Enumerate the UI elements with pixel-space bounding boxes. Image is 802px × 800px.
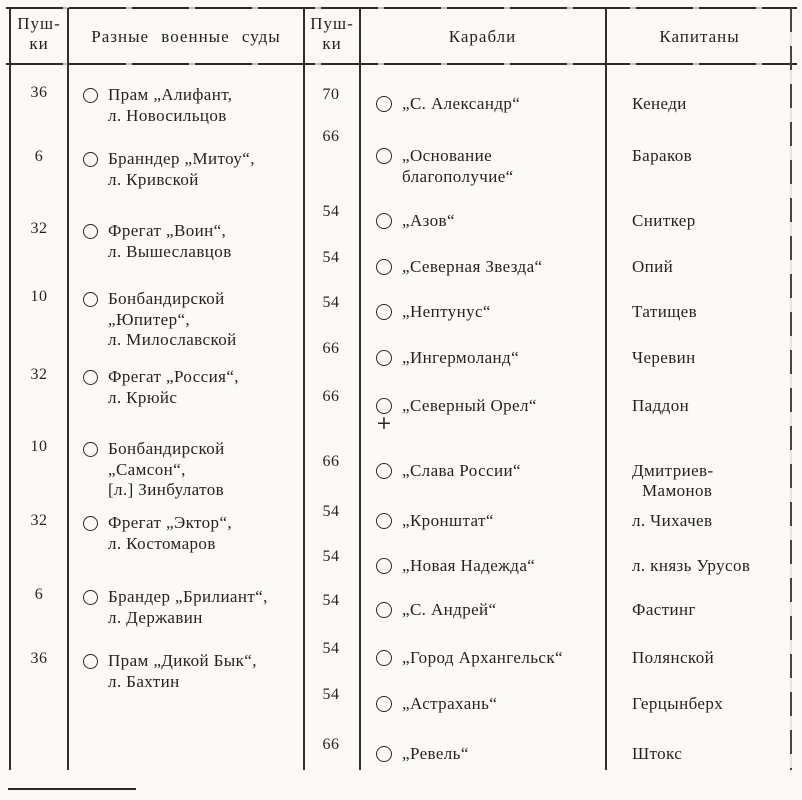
guns-value: 54 [322, 592, 340, 609]
vessel-line: л. Кривской [108, 169, 199, 189]
captain-name [606, 592, 696, 620]
ship-name [402, 128, 606, 187]
captain-name [606, 388, 689, 416]
captain-name [606, 503, 712, 531]
column-header-captains: Капитаны [659, 27, 740, 46]
circle-marker-icon [376, 453, 392, 479]
vessel-line: Фрегат „Россия“, [108, 367, 239, 386]
ship-name [402, 736, 606, 765]
ship-line: „С. Андрей“ [402, 600, 497, 619]
guns-value: 36 [30, 650, 48, 667]
table-row [304, 249, 793, 278]
circle-marker-icon [376, 503, 392, 529]
guns-value: 54 [322, 503, 340, 520]
guns-value: 66 [322, 453, 340, 470]
circle-marker-icon [376, 294, 392, 320]
circle-marker-icon [376, 128, 392, 164]
guns-value: 66 [322, 128, 340, 145]
ship-line: „Слава России“ [402, 461, 521, 480]
vessel-name [108, 366, 239, 408]
lost-cross-marker: + [376, 412, 392, 434]
guns-value: 54 [322, 294, 340, 311]
ship-name [402, 86, 606, 115]
circle-marker-icon [376, 203, 392, 229]
guns-value: 54 [322, 249, 340, 266]
vessel-name [108, 438, 225, 501]
ship-line: „Северная Звезда“ [402, 257, 543, 276]
ship-name [402, 503, 606, 532]
captain-line: Сниткер [632, 211, 696, 230]
guns-value: 66 [322, 736, 340, 753]
circle-marker-icon [83, 442, 98, 457]
vessel-line: л. Бахтин [108, 671, 180, 691]
table-row [10, 586, 303, 628]
header-line: Пуш- [17, 14, 61, 33]
guns-value: 54 [322, 203, 340, 220]
table-row [304, 503, 793, 532]
table-row [304, 640, 793, 669]
guns-value: 54 [322, 686, 340, 703]
header-line: Пуш- [310, 14, 354, 33]
table-row [304, 128, 793, 187]
vessel-line: Бранндер „Митоу“, [108, 149, 255, 168]
vessel-line: л. Милославской [108, 330, 237, 349]
circle-marker-icon [376, 249, 392, 275]
table-row [304, 86, 793, 115]
captain-line: Татищев [632, 302, 698, 321]
guns-value: 66 [322, 340, 340, 357]
captain-line: Мамонов [642, 480, 713, 500]
ship-name [402, 203, 606, 232]
vessel-line: Бонбандирской [108, 439, 225, 458]
vessel-line: [л.] Зинбулатов [108, 480, 225, 499]
guns-value: 32 [30, 512, 48, 529]
vessel-line: Брандер „Брилиант“, [108, 587, 268, 606]
circle-marker-icon [376, 736, 392, 762]
captain-name [606, 128, 692, 166]
captain-line: Паддон [632, 396, 690, 415]
ship-line: „Ревель“ [402, 744, 469, 763]
vessel-name [108, 586, 268, 628]
ship-line: „Нептунус“ [402, 302, 491, 321]
vessel-line: л. Костомаров [108, 533, 216, 553]
ship-name [402, 453, 606, 482]
captain-line: Опий [632, 257, 674, 276]
table-row [304, 294, 793, 323]
ship-line: „Азов“ [402, 211, 455, 230]
ship-line: „С. Александр“ [402, 94, 521, 113]
ship-name [402, 640, 606, 669]
captain-name [606, 294, 697, 322]
column-header-vessels: Разные военные суды [91, 27, 281, 46]
circle-marker-icon [376, 548, 392, 574]
table-row [304, 686, 793, 715]
table-row [10, 220, 303, 262]
table-row [10, 366, 303, 408]
ship-line: „Кронштат“ [402, 511, 494, 530]
ship-name [402, 249, 606, 278]
circle-marker-icon [376, 686, 392, 712]
circle-marker-icon [83, 370, 98, 385]
captain-line: л. Чихачев [632, 511, 713, 530]
column-header-ships: Карабли [448, 27, 517, 46]
ship-name [402, 340, 606, 369]
table-row [10, 84, 303, 126]
circle-marker-icon [376, 640, 392, 666]
captain-name [606, 340, 696, 368]
guns-value: 32 [30, 366, 48, 383]
captain-line: Штокс [632, 744, 683, 763]
table-row [10, 512, 303, 554]
vessel-name [108, 148, 255, 190]
ship-name [402, 592, 606, 621]
ship-line: благополучие“ [402, 166, 514, 186]
captain-line: Бараков [632, 146, 693, 165]
guns-value: 66 [322, 388, 340, 405]
table-row [10, 148, 303, 190]
vessel-name [108, 288, 237, 351]
captain-line: Дмитриев- [632, 461, 714, 480]
guns-value: 54 [322, 548, 340, 565]
guns-value: 36 [30, 84, 48, 101]
circle-marker-icon [83, 152, 98, 167]
ship-line: „Астрахань“ [402, 694, 498, 713]
vessel-name [108, 650, 257, 692]
column-header-guns-right [304, 14, 360, 54]
vessel-line: Прам „Алифант, [108, 85, 233, 104]
vessel-line: „Юпитер“, [108, 309, 191, 329]
vessel-line: Прам „Дикой Бык“, [108, 651, 257, 670]
ship-name [402, 686, 606, 715]
guns-value: 10 [30, 288, 48, 305]
table-row [10, 438, 303, 501]
captain-name [606, 548, 750, 576]
vessel-name [108, 220, 232, 262]
ship-name [402, 548, 606, 577]
ship-line: „Основание [402, 146, 493, 165]
table-row [304, 203, 793, 232]
guns-value: 10 [30, 438, 48, 455]
table-top-rule [6, 7, 797, 9]
captain-line: Фастинг [632, 600, 696, 619]
captain-name [606, 640, 714, 668]
table-row [304, 340, 793, 369]
captain-name [606, 203, 696, 231]
ship-name [402, 388, 606, 417]
captain-line: Кенеди [632, 94, 687, 113]
captain-name [606, 736, 682, 764]
captain-name [606, 249, 673, 277]
vessel-line: „Самсон“, [108, 459, 186, 479]
table-row [10, 288, 303, 351]
table-row [304, 592, 793, 621]
guns-value: 32 [30, 220, 48, 237]
ship-line: „Ингермоланд“ [402, 348, 520, 367]
captain-line: Полянской [632, 648, 715, 667]
table-row [304, 736, 793, 765]
table-row [304, 453, 793, 500]
guns-value: 70 [322, 86, 340, 103]
circle-marker-icon [83, 88, 98, 103]
guns-value: 6 [34, 586, 44, 603]
table-row [304, 548, 793, 577]
vessel-line: л. Новосильцов [108, 105, 227, 125]
guns-value: 6 [34, 148, 44, 165]
vessel-line: Бонбандирской [108, 289, 225, 308]
ship-line: „Новая Надежда“ [402, 556, 536, 575]
circle-marker-icon [376, 592, 392, 618]
header-bottom-rule [6, 63, 797, 65]
circle-marker-icon [83, 224, 98, 239]
header-line: ки [322, 34, 342, 53]
vessel-line: л. Державин [108, 607, 203, 627]
captain-line: Герцынберх [632, 694, 724, 713]
circle-marker-icon [376, 340, 392, 366]
header-line: ки [29, 34, 49, 53]
ship-line: „Северный Орел“ [402, 396, 537, 415]
circle-marker-icon [83, 654, 98, 669]
circle-marker-icon [376, 388, 392, 434]
column-header-guns-left [10, 14, 68, 54]
vessel-line: л. Вышеславцов [108, 241, 232, 261]
circle-marker-icon [83, 516, 98, 531]
vessel-line: л. Крюйс [108, 387, 178, 407]
captain-line: л. князь Урусов [632, 556, 751, 575]
circle-marker-icon [376, 86, 392, 112]
vessel-name [108, 512, 232, 554]
captain-name [606, 686, 723, 714]
table-row [10, 650, 303, 692]
vessel-line: Фрегат „Воин“, [108, 221, 227, 240]
circle-marker-icon [83, 292, 98, 307]
vessel-name [108, 84, 232, 126]
guns-value: 54 [322, 640, 340, 657]
captain-name [606, 86, 687, 114]
ship-line: „Город Архангельск“ [402, 648, 563, 667]
vessel-line: Фрегат „Эктор“, [108, 513, 233, 532]
table-row [304, 388, 793, 434]
circle-marker-icon [83, 590, 98, 605]
footnote-rule [8, 788, 136, 790]
ship-name [402, 294, 606, 323]
captain-name [606, 453, 714, 500]
captain-line: Черевин [632, 348, 696, 367]
